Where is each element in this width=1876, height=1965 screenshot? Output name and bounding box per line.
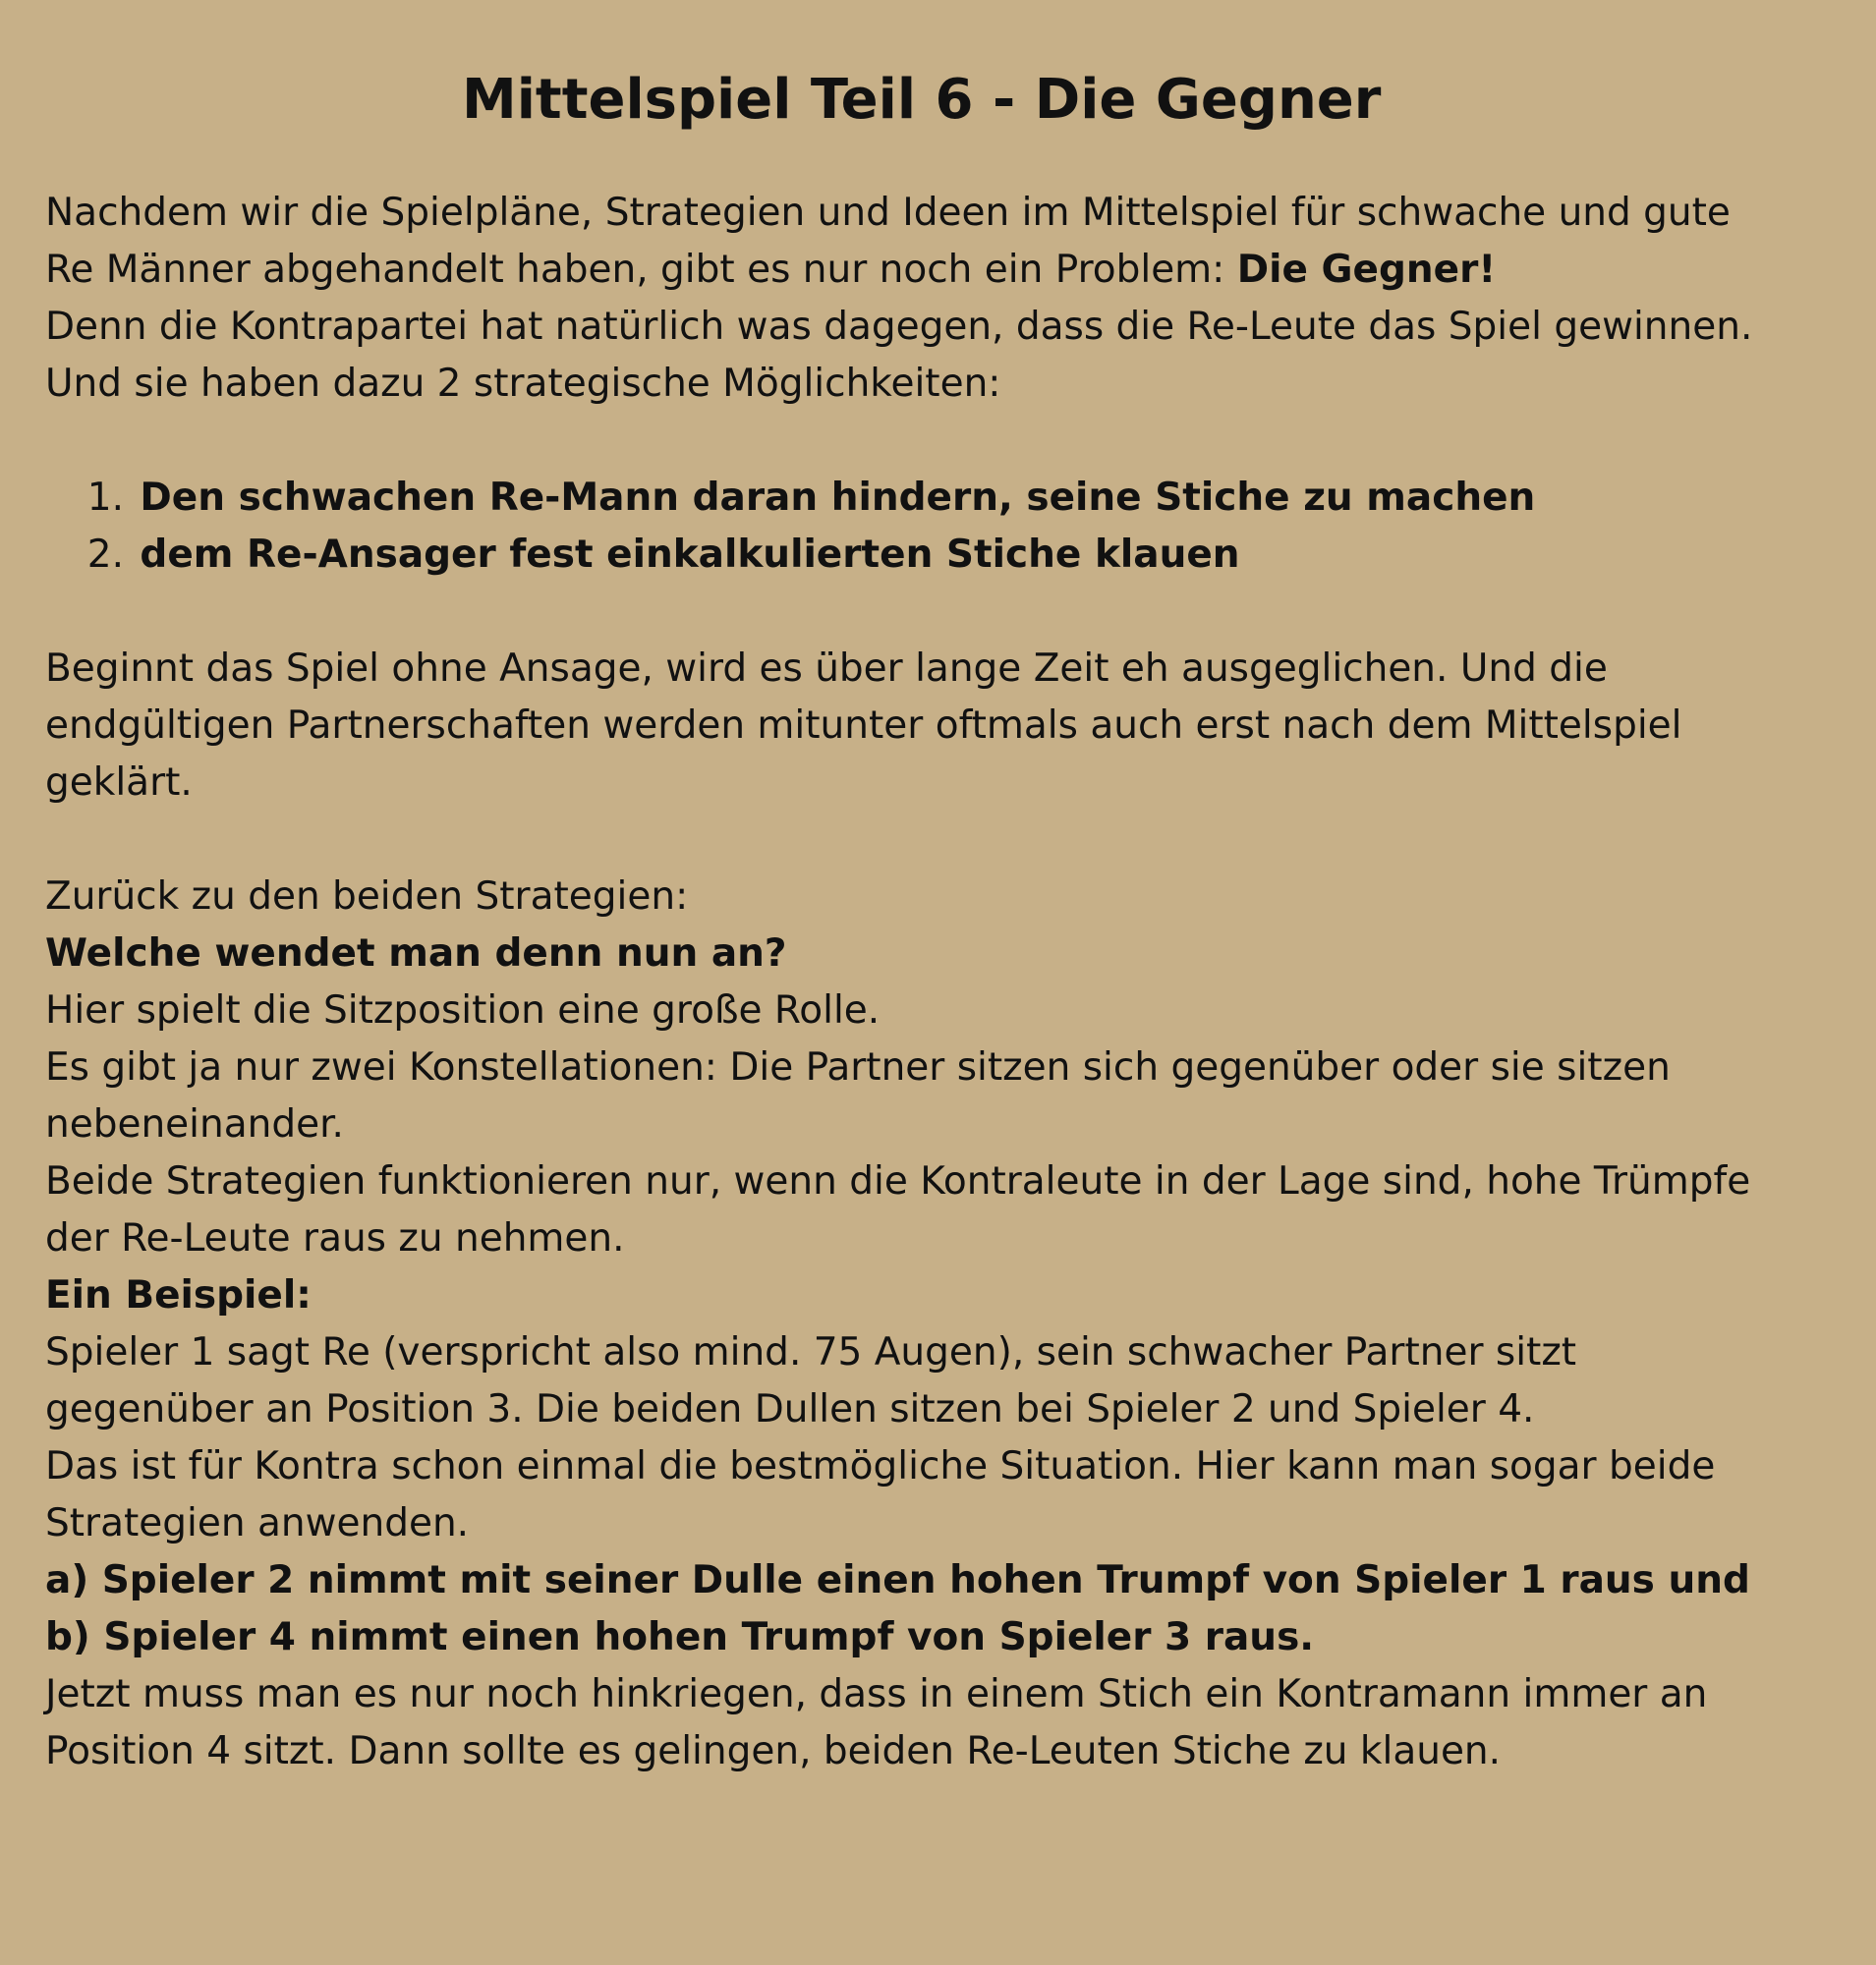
list-item	[45, 470, 1834, 527]
spacer	[45, 584, 1834, 641]
intro-line-4: Und sie haben dazu 2 strategische Möglichkeiten:	[45, 362, 1001, 406]
p3-question: Welche wendet man denn nun an?	[45, 931, 787, 976]
document	[45, 61, 1834, 1780]
p3-line-1: Zurück zu den beiden Strategien:	[45, 874, 689, 919]
spacer	[45, 413, 1834, 470]
p2-line-2: endgültigen Partnerschaften werden mitunter oftmals auch erst nach dem Mittelspiel	[45, 703, 1682, 748]
strategy-list	[45, 470, 1834, 584]
spacer	[45, 812, 1834, 869]
intro-line-2	[45, 242, 1834, 299]
intro-highlight: Die Gegner!	[1236, 248, 1497, 292]
p3-line-10: gegenüber an Position 3. Die beiden Dullen sitzen bei Spieler 2 und Spieler 4.	[45, 1387, 1535, 1432]
p3-line-12: Strategien anwenden.	[45, 1501, 470, 1545]
p2-line-3: geklärt.	[45, 760, 193, 805]
p3-line-7: der Re-Leute raus zu nehmen.	[45, 1216, 625, 1261]
p3-line-15: Jetzt muss man es nur noch hinkriegen, dass in einem Stich ein Kontramann immer an	[45, 1672, 1708, 1716]
p3-line-5: nebeneinander.	[45, 1102, 344, 1147]
intro-paragraph	[45, 185, 1834, 413]
p3-line-4: Es gibt ja nur zwei Konstellationen: Die Partner sitzen sich gegenüber oder sie sitzen	[45, 1045, 1671, 1090]
paragraph-strategies	[45, 869, 1834, 1780]
intro-line-2-text: Re Männer abgehandelt haben, gibt es nur noch ein Problem:	[45, 248, 1237, 292]
list-item-text: dem Re-Ansager fest einkalkulierten Stiche klauen	[140, 533, 1240, 577]
list-item-text: Den schwachen Re-Mann daran hindern, seine Stiche zu machen	[140, 476, 1536, 520]
list-item-number: 2.	[86, 533, 124, 577]
intro-line-3: Denn die Kontrapartei hat natürlich was dagegen, dass die Re-Leute das Spiel gewinnen.	[45, 305, 1753, 349]
example-heading: Ein Beispiel:	[45, 1273, 312, 1318]
p3-line-11: Das ist für Kontra schon einmal die bestmögliche Situation. Hier kann man sogar beide	[45, 1444, 1716, 1488]
p3-line-9: Spieler 1 sagt Re (verspricht also mind. 75 Augen), sein schwacher Partner sitzt	[45, 1330, 1577, 1375]
intro-line-1: Nachdem wir die Spielpläne, Strategien und Ideen im Mittelspiel für schwache und gute	[45, 191, 1731, 235]
list-item-number: 1.	[86, 476, 124, 520]
example-step-b: b) Spieler 4 nimmt einen hohen Trumpf von Spieler 3 raus.	[45, 1615, 1315, 1659]
page-title: Mittelspiel Teil 6 - Die Gegner	[462, 68, 1382, 132]
p3-line-16: Position 4 sitzt. Dann sollte es gelingen, beiden Re-Leuten Stiche zu klauen.	[45, 1729, 1502, 1773]
p2-line-1: Beginnt das Spiel ohne Ansage, wird es über lange Zeit eh ausgeglichen. Und die	[45, 646, 1608, 691]
p3-line-6: Beide Strategien funktionieren nur, wenn die Kontraleute in der Lage sind, hohe Trümpfe	[45, 1159, 1751, 1204]
list-item	[45, 527, 1834, 584]
paragraph-no-announcement	[45, 641, 1834, 812]
p3-line-3: Hier spielt die Sitzposition eine große Rolle.	[45, 988, 881, 1033]
example-step-a: a) Spieler 2 nimmt mit seiner Dulle einen hohen Trumpf von Spieler 1 raus und	[45, 1558, 1750, 1602]
